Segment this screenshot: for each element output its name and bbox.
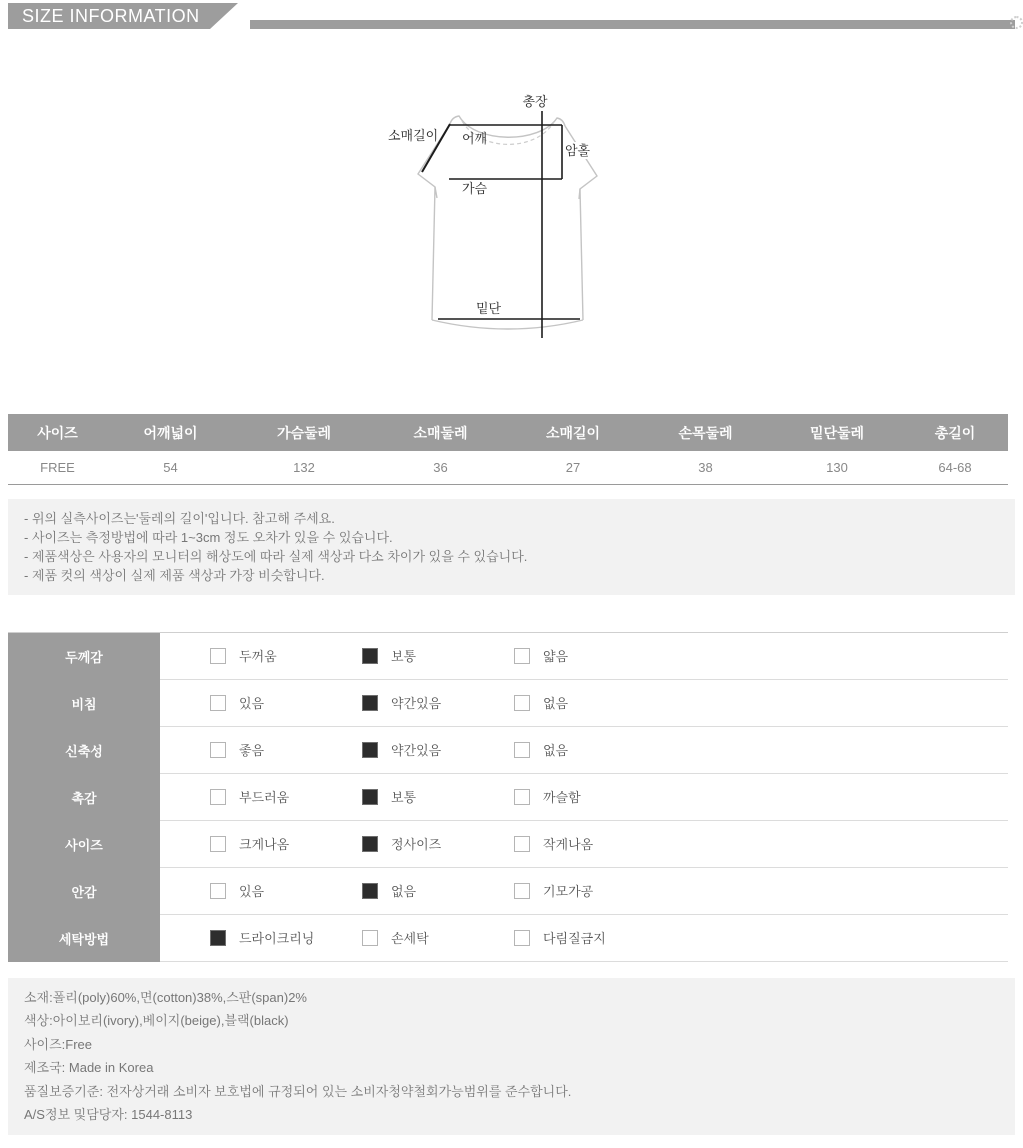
size-table-column-header: 총길이 xyxy=(902,414,1008,451)
attribute-option-label: 보통 xyxy=(391,649,417,664)
attribute-option-label: 없음 xyxy=(543,696,569,711)
checkbox-unchecked-icon xyxy=(514,836,530,852)
checkbox-checked-icon xyxy=(362,883,378,899)
attribute-options xyxy=(160,915,1008,962)
measurement-diagram xyxy=(8,86,1015,366)
product-info-line: 소재:폴리(poly)60%,면(cotton)38%,스판(span)2% xyxy=(24,989,307,1005)
checkbox-checked-icon xyxy=(362,742,378,758)
attribute-label: 촉감 xyxy=(8,774,160,821)
attribute-options xyxy=(160,774,1008,821)
checkbox-unchecked-icon xyxy=(210,883,226,899)
product-info-line: 제조국: Made in Korea xyxy=(24,1060,154,1075)
attribute-option-label: 약간있음 xyxy=(391,743,442,758)
size-table xyxy=(8,414,1008,485)
attribute-option xyxy=(514,646,666,665)
checkbox-unchecked-icon xyxy=(514,789,530,805)
attribute-options xyxy=(160,633,1008,680)
diagram-label-armhole: 암홀 xyxy=(565,143,591,158)
banner-end-circle-icon xyxy=(1010,16,1023,29)
attribute-option xyxy=(514,740,666,759)
attribute-option-label: 크게나옴 xyxy=(239,837,290,852)
section-banner xyxy=(8,3,1015,29)
attribute-option xyxy=(362,881,514,900)
size-table-cell: 64-68 xyxy=(902,451,1008,484)
attribute-option xyxy=(210,881,362,900)
checkbox-unchecked-icon xyxy=(210,742,226,758)
attribute-row xyxy=(8,774,1008,821)
checkbox-checked-icon xyxy=(362,648,378,664)
attribute-option-label: 기모가공 xyxy=(543,884,594,899)
fabric-attribute-table xyxy=(8,632,1008,962)
attribute-options xyxy=(160,821,1008,868)
attribute-row xyxy=(8,680,1008,727)
attribute-options xyxy=(160,727,1008,774)
attribute-option-label: 정사이즈 xyxy=(391,837,442,852)
attribute-option-label: 없음 xyxy=(543,743,569,758)
attribute-option-label: 보통 xyxy=(391,790,417,805)
measurement-notes xyxy=(8,499,1015,595)
size-table-cell: 54 xyxy=(107,451,234,484)
checkbox-checked-icon xyxy=(210,930,226,946)
checkbox-checked-icon xyxy=(362,789,378,805)
attribute-option xyxy=(514,787,666,806)
checkbox-unchecked-icon xyxy=(514,930,530,946)
size-table-data-row xyxy=(8,451,1008,484)
size-information-page xyxy=(0,3,1023,1135)
attribute-label: 두께감 xyxy=(8,633,160,680)
attribute-option-label: 손세탁 xyxy=(391,931,429,946)
attribute-options xyxy=(160,680,1008,727)
attribute-option-label: 두꺼움 xyxy=(239,649,277,664)
attribute-option xyxy=(514,834,666,853)
diagram-label-shoulder: 어깨 xyxy=(462,131,488,146)
attribute-option-label: 작게나옴 xyxy=(543,837,594,852)
size-table-cell: 38 xyxy=(639,451,772,484)
attribute-option xyxy=(210,787,362,806)
attribute-option xyxy=(514,928,666,947)
attribute-row xyxy=(8,821,1008,868)
attribute-label: 사이즈 xyxy=(8,821,160,868)
checkbox-unchecked-icon xyxy=(210,836,226,852)
attribute-option xyxy=(514,881,666,900)
banner-slant-edge xyxy=(210,3,238,29)
diagram-label-chest: 가슴 xyxy=(462,181,488,196)
diagram-label-hem: 밑단 xyxy=(476,301,502,316)
attribute-row xyxy=(8,868,1008,915)
attribute-options xyxy=(160,868,1008,915)
attribute-option-label: 부드러움 xyxy=(239,790,290,805)
size-table-cell: 27 xyxy=(507,451,639,484)
attribute-row xyxy=(8,727,1008,774)
checkbox-unchecked-icon xyxy=(210,695,226,711)
product-info-line: 색상:아이보리(ivory),베이지(beige),블랙(black) xyxy=(24,1013,289,1028)
attribute-option-label: 없음 xyxy=(391,884,417,899)
size-table-cell: 130 xyxy=(772,451,902,484)
attribute-option xyxy=(362,646,514,665)
attribute-option xyxy=(514,693,666,712)
banner-rule xyxy=(250,20,1015,29)
diagram-label-sleeve-length: 소매길이 xyxy=(388,128,439,143)
checkbox-checked-icon xyxy=(362,836,378,852)
checkbox-unchecked-icon xyxy=(514,648,530,664)
checkbox-unchecked-icon xyxy=(362,930,378,946)
size-table-header-row xyxy=(8,414,1008,451)
attribute-option xyxy=(362,928,514,947)
checkbox-unchecked-icon xyxy=(210,789,226,805)
size-table-column-header: 가슴둘레 xyxy=(234,414,374,451)
attribute-option xyxy=(210,693,362,712)
attribute-option-label: 있음 xyxy=(239,696,265,711)
checkbox-unchecked-icon xyxy=(210,648,226,664)
tshirt-diagram-icon xyxy=(380,86,700,366)
attribute-option-label: 까슬함 xyxy=(543,790,581,805)
note-line: - 사이즈는 측정방법에 따라 1~3cm 정도 오차가 있을 수 있습니다. xyxy=(24,529,393,545)
size-table-column-header: 소매길이 xyxy=(507,414,639,451)
attribute-option-label: 드라이크리닝 xyxy=(239,931,315,946)
attribute-label: 세탁방법 xyxy=(8,915,160,962)
attribute-option-label: 좋음 xyxy=(239,743,265,758)
attribute-option xyxy=(362,787,514,806)
attribute-label: 비침 xyxy=(8,680,160,727)
diagram-label-total-length: 총장 xyxy=(522,94,548,109)
checkbox-checked-icon xyxy=(362,695,378,711)
page-title: SIZE INFORMATION xyxy=(8,3,210,29)
attribute-option xyxy=(362,693,514,712)
size-table-cell: FREE xyxy=(8,451,107,484)
attribute-option xyxy=(362,834,514,853)
note-line: - 위의 실측사이즈는'둘레의 길이'입니다. 참고해 주세요. xyxy=(24,510,335,526)
attribute-option xyxy=(210,834,362,853)
checkbox-unchecked-icon xyxy=(514,883,530,899)
size-table-column-header: 밑단둘레 xyxy=(772,414,902,451)
attribute-option-label: 약간있음 xyxy=(391,696,442,711)
attribute-option-label: 다림질금지 xyxy=(543,931,606,946)
checkbox-unchecked-icon xyxy=(514,742,530,758)
size-table-column-header: 소매둘레 xyxy=(374,414,507,451)
attribute-option xyxy=(362,740,514,759)
product-info-line: A/S정보 및담당자: 1544-8113 xyxy=(24,1107,193,1122)
attribute-label: 안감 xyxy=(8,868,160,915)
size-table-column-header: 사이즈 xyxy=(8,414,107,451)
size-table-column-header: 손목둘레 xyxy=(639,414,772,451)
product-info-line: 사이즈:Free xyxy=(24,1036,93,1052)
attribute-option-label: 있음 xyxy=(239,884,265,899)
size-table-column-header: 어깨넓이 xyxy=(107,414,234,451)
checkbox-unchecked-icon xyxy=(514,695,530,711)
attribute-option xyxy=(210,740,362,759)
attribute-row xyxy=(8,915,1008,962)
size-table-cell: 36 xyxy=(374,451,507,484)
note-line: - 제품 컷의 색상이 실제 제품 색상과 가장 비슷합니다. xyxy=(24,567,325,583)
attribute-option xyxy=(210,646,362,665)
product-info-line: 품질보증기준: 전자상거래 소비자 보호법에 규정되어 있는 소비자청약철회가능범위를 준수합니다. xyxy=(24,1083,572,1099)
attribute-label: 신축성 xyxy=(8,727,160,774)
note-line: - 제품색상은 사용자의 모니터의 해상도에 따라 실제 색상과 다소 차이가 있을 수 있습니다. xyxy=(24,548,528,564)
size-table-cell: 132 xyxy=(234,451,374,484)
attribute-row xyxy=(8,633,1008,680)
product-info xyxy=(8,978,1015,1135)
attribute-option-label: 얇음 xyxy=(543,649,569,664)
attribute-option xyxy=(210,928,362,947)
